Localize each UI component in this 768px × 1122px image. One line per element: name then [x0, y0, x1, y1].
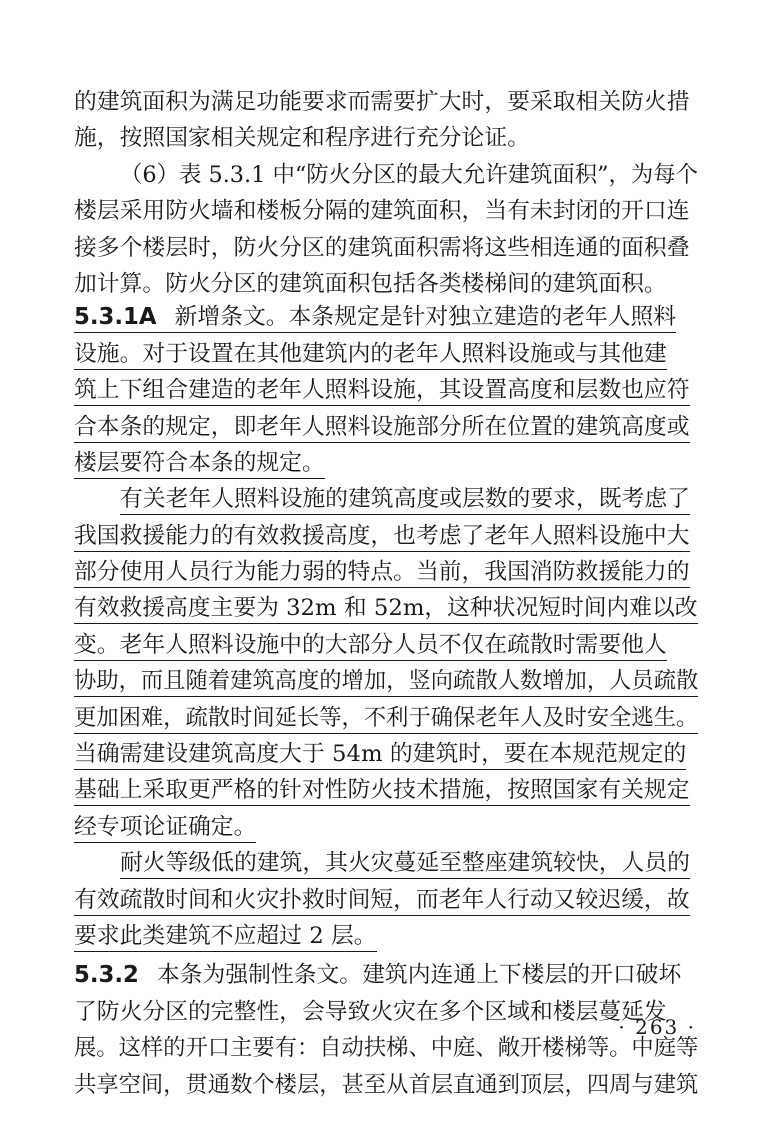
text-line-underlined: 变。老年人照料设施中的大部分人员不仅在疏散时需要他人: [74, 630, 698, 666]
document-page: [74, 84, 698, 1103]
text-line-underlined: 经专项论证确定。: [74, 812, 698, 848]
text-line-underlined: 合本条的规定，即老年人照料设施部分所在位置的建筑高度或: [74, 412, 698, 448]
text-line: 施，按照国家相关规定和程序进行充分论证。: [74, 125, 530, 152]
text-line: 了防火分区的完整性，会导致火灾在多个区域和楼层蔓延发: [74, 998, 667, 1025]
text-line-underlined: 5.3.1A 新增条文。本条规定是针对独立建造的老年人照料: [74, 302, 698, 338]
text-line-underlined: 要求此类建筑不应超过 2 层。: [74, 921, 698, 957]
text-line: 楼层采用防火墙和楼板分隔的建筑面积，当有未封闭的开口连: [74, 198, 690, 225]
text-line: 接多个楼层时，防火分区的建筑面积需将这些相连通的面积叠: [74, 234, 690, 261]
text-line: 加计算。防火分区的建筑面积包括各类楼梯间的建筑面积。: [74, 270, 667, 297]
text-line-underlined: 有效救援高度主要为 32m 和 52m，这种状况短时间内难以改: [74, 593, 698, 629]
text-line-underlined: 筑上下组合建造的老年人照料设施，其设置高度和层数也应符: [74, 375, 698, 411]
section-number: 5.3.2: [74, 962, 139, 989]
text-line-underlined: 设施。对于设置在其他建筑内的老年人照料设施或与其他建: [74, 339, 698, 375]
text-line: （6）表 5.3.1 中“防火分区的最大允许建筑面积”，为每个: [120, 161, 699, 188]
text-line: 5.3.2 本条为强制性条文。建筑内连通上下楼层的开口破坏: [74, 962, 682, 989]
page-number: · 263 ·: [618, 1015, 696, 1039]
text-line-underlined: 楼层要符合本条的规定。: [74, 448, 698, 484]
text-line-underlined: 耐火等级低的建筑，其火灾蔓延至整座建筑较快，人员的: [74, 848, 698, 884]
text-line-underlined: 有关老年人照料设施的建筑高度或层数的要求，既考虑了: [74, 484, 698, 520]
text-line-underlined: 协助，而且随着建筑高度的增加，竖向疏散人数增加，人员疏散: [74, 666, 698, 702]
text-line: 共享空间，贯通数个楼层，甚至从首层直通到顶层，四周与建筑: [74, 1071, 699, 1098]
text-line: 展。这样的开口主要有：自动扶梯、中庭、敞开楼梯等。中庭等: [74, 1035, 699, 1062]
text-line-underlined: 更加困难，疏散时间延长等，不利于确保老年人及时安全逃生。: [74, 703, 698, 739]
text-line-underlined: 有效疏散时间和火灾扑救时间短，而老年人行动又较迟缓，故: [74, 885, 698, 921]
text-line-underlined: 我国救援能力的有效救援高度，也考虑了老年人照料设施中大: [74, 521, 698, 557]
text-line-underlined: 当确需建设建筑高度大于 54m 的建筑时，要在本规范规定的: [74, 739, 698, 775]
section-number: 5.3.1A: [74, 304, 157, 331]
text-line: 的建筑面积为满足功能要求而需要扩大时，要采取相关防火措: [74, 89, 690, 115]
text-line-underlined: 部分使用人员行为能力弱的特点。当前，我国消防救援能力的: [74, 557, 698, 593]
text-line-underlined: 基础上采取更严格的针对性防火技术措施，按照国家有关规定: [74, 775, 698, 811]
